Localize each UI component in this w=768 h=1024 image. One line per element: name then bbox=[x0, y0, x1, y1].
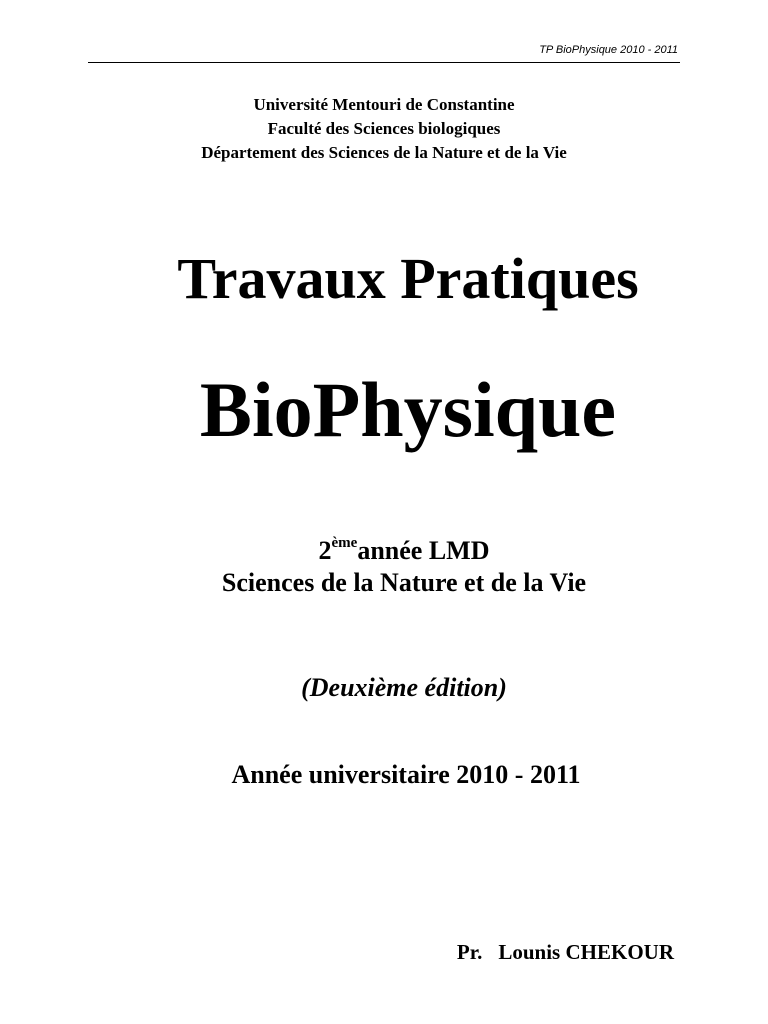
year-number: 2 bbox=[318, 536, 332, 565]
faculty-name: Faculté des Sciences biologiques bbox=[267, 119, 501, 138]
university-name: Université Mentouri de Constantine bbox=[253, 95, 515, 114]
department-name: Département des Sciences de la Nature et de la Vie bbox=[201, 143, 567, 162]
edition-label: (Deuxième édition) bbox=[301, 673, 507, 702]
program-name: Sciences de la Nature et de la Vie bbox=[221, 568, 587, 597]
year-level bbox=[0, 535, 768, 567]
year-rest: année LMD bbox=[357, 536, 490, 565]
institution-block bbox=[0, 93, 768, 165]
author-block bbox=[457, 938, 674, 966]
year-suffix: ème bbox=[331, 535, 358, 551]
running-header: TP BioPhysique 2010 - 2011 bbox=[539, 44, 678, 56]
title-line-2: BioPhysique bbox=[199, 366, 617, 453]
author-title: Pr. bbox=[456, 940, 483, 964]
level-block bbox=[0, 535, 768, 599]
academic-year: Année universitaire 2010 - 2011 bbox=[231, 760, 581, 789]
header-rule bbox=[88, 62, 680, 63]
title-line-1: Travaux Pratiques bbox=[177, 246, 639, 311]
author-name: Lounis CHEKOUR bbox=[498, 940, 674, 964]
